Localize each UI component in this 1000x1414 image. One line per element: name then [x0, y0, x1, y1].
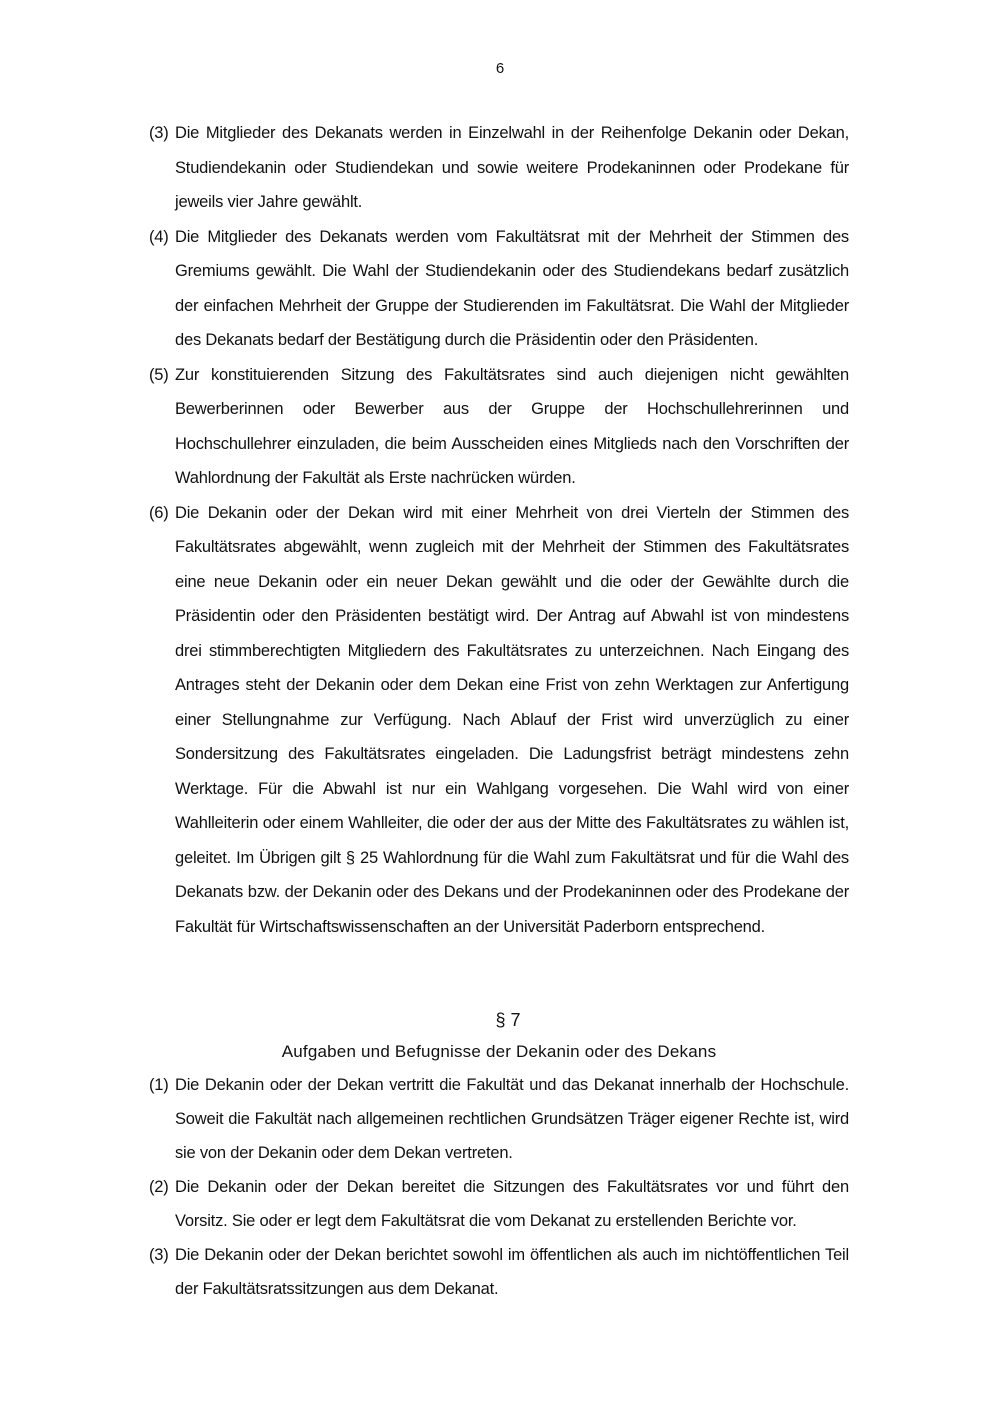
paragraph-number: (2) [149, 1178, 169, 1196]
paragraph-3 [149, 116, 849, 220]
paragraph-6 [149, 496, 849, 945]
paragraph-number: (3) [149, 1246, 169, 1264]
section-7-heading [149, 1004, 849, 1068]
paragraph-2 [149, 1170, 849, 1238]
paragraph-text: Die Dekanin oder der Dekan bereitet die Sitzungen des Fakultätsrates vor und führt den Vorsitz. Sie oder er legt dem Fakultätsrat die vom Dekanat zu erstellenden Berichte vor. [175, 1178, 849, 1230]
section-6-continuation [149, 116, 849, 944]
section-7-body [149, 1068, 849, 1306]
paragraph-text: Zur konstituierenden Sitzung des Fakultätsrates sind auch diejenigen nicht gewählten Bewerberinnen oder Bewerber aus der Gruppe der Hochschullehrerinnen und Hochschullehrer einzuladen, die beim Ausscheiden eines Mitglieds nach den Vorschriften der Wahlordnung der Fakultät als Erste nachrücken würden. [175, 365, 849, 487]
paragraph-text: Die Dekanin oder der Dekan berichtet sowohl im öffentlichen als auch im nichtöffentlichen Teil der Fakultätsratssitzungen aus dem Dekanat. [175, 1246, 849, 1298]
section-title: Aufgaben und Befugnisse der Dekanin oder des Dekans [281, 1042, 717, 1061]
page-number: 6 [495, 60, 505, 77]
paragraph-number: (6) [149, 503, 169, 522]
paragraph-text: Die Mitglieder des Dekanats werden vom Fakultätsrat mit der Mehrheit der Stimmen des Gremiums gewählt. Die Wahl der Studiendekanin oder des Studiendekans bedarf zusätzlich der einfachen Mehrheit der Gruppe der Studierenden im Fakultätsrat. Die Wahl der Mitglieder des Dekanats bedarf der Bestätigung durch die Präsidentin oder den Präsidenten. [175, 227, 849, 349]
paragraph-number: (1) [149, 1076, 169, 1094]
paragraph-5 [149, 358, 849, 496]
paragraph-number: (4) [149, 227, 169, 246]
paragraph-text: Die Mitglieder des Dekanats werden in Einzelwahl in der Reihenfolge Dekanin oder Dekan, Studiendekanin oder Studiendekan und sowie weitere Prodekaninnen oder Prodekane für jeweils vier Jahre gewählt. [175, 124, 849, 211]
paragraph-1 [149, 1068, 849, 1170]
paragraph-text: Die Dekanin oder der Dekan vertritt die Fakultät und das Dekanat innerhalb der Hochschule. Soweit die Fakultät nach allgemeinen rechtlichen Grundsätzen Träger eigener Rechte ist, wird sie von der Dekanin oder dem Dekan vertreten. [175, 1076, 849, 1162]
section-symbol: § 7 [495, 1010, 521, 1030]
paragraph-4 [149, 220, 849, 358]
paragraph-number: (5) [149, 365, 169, 384]
paragraph-number: (3) [149, 124, 169, 142]
paragraph-text: Die Dekanin oder der Dekan wird mit einer Mehrheit von drei Vierteln der Stimmen des Fakultätsrates abgewählt, wenn zugleich mit der Mehrheit der Stimmen des Fakultätsrates eine neue Dekanin oder ein neuer Dekan gewählt und die oder der Gewählte durch die Präsidentin oder den Präsidenten bestätigt wird. Der Antrag auf Abwahl ist von mindestens drei stimmberechtigten Mitgliedern des Fakultätsrates zu unterzeichnen. Nach Eingang des Antrages steht der Dekanin oder dem Dekan eine Frist von zehn Werktagen zur Anfertigung einer Stellungnahme zur Verfügung. Nach Ablauf der Frist wird unverzüglich zu einer Sondersitzung des Fakultätsrates eingeladen. Die Ladungsfrist beträgt mindestens zehn Werktage. Für die Abwahl ist nur ein Wahlgang vorgesehen. Die Wahl wird von einer Wahlleiterin oder einem Wahlleiter, die oder der aus der Mitte des Fakultätsrates zu wählen ist, geleitet. Im Übrigen gilt § 25 Wahlordnung für die Wahl zum Fakultätsrat und für die Wahl des Dekanats bzw. der Dekanin oder des Dekans und der Prodekaninnen oder des Prodekane der Fakultät für Wirtschaftswissenschaften an der Universität Paderborn entsprechend. [175, 503, 849, 936]
paragraph-3 [149, 1238, 849, 1306]
